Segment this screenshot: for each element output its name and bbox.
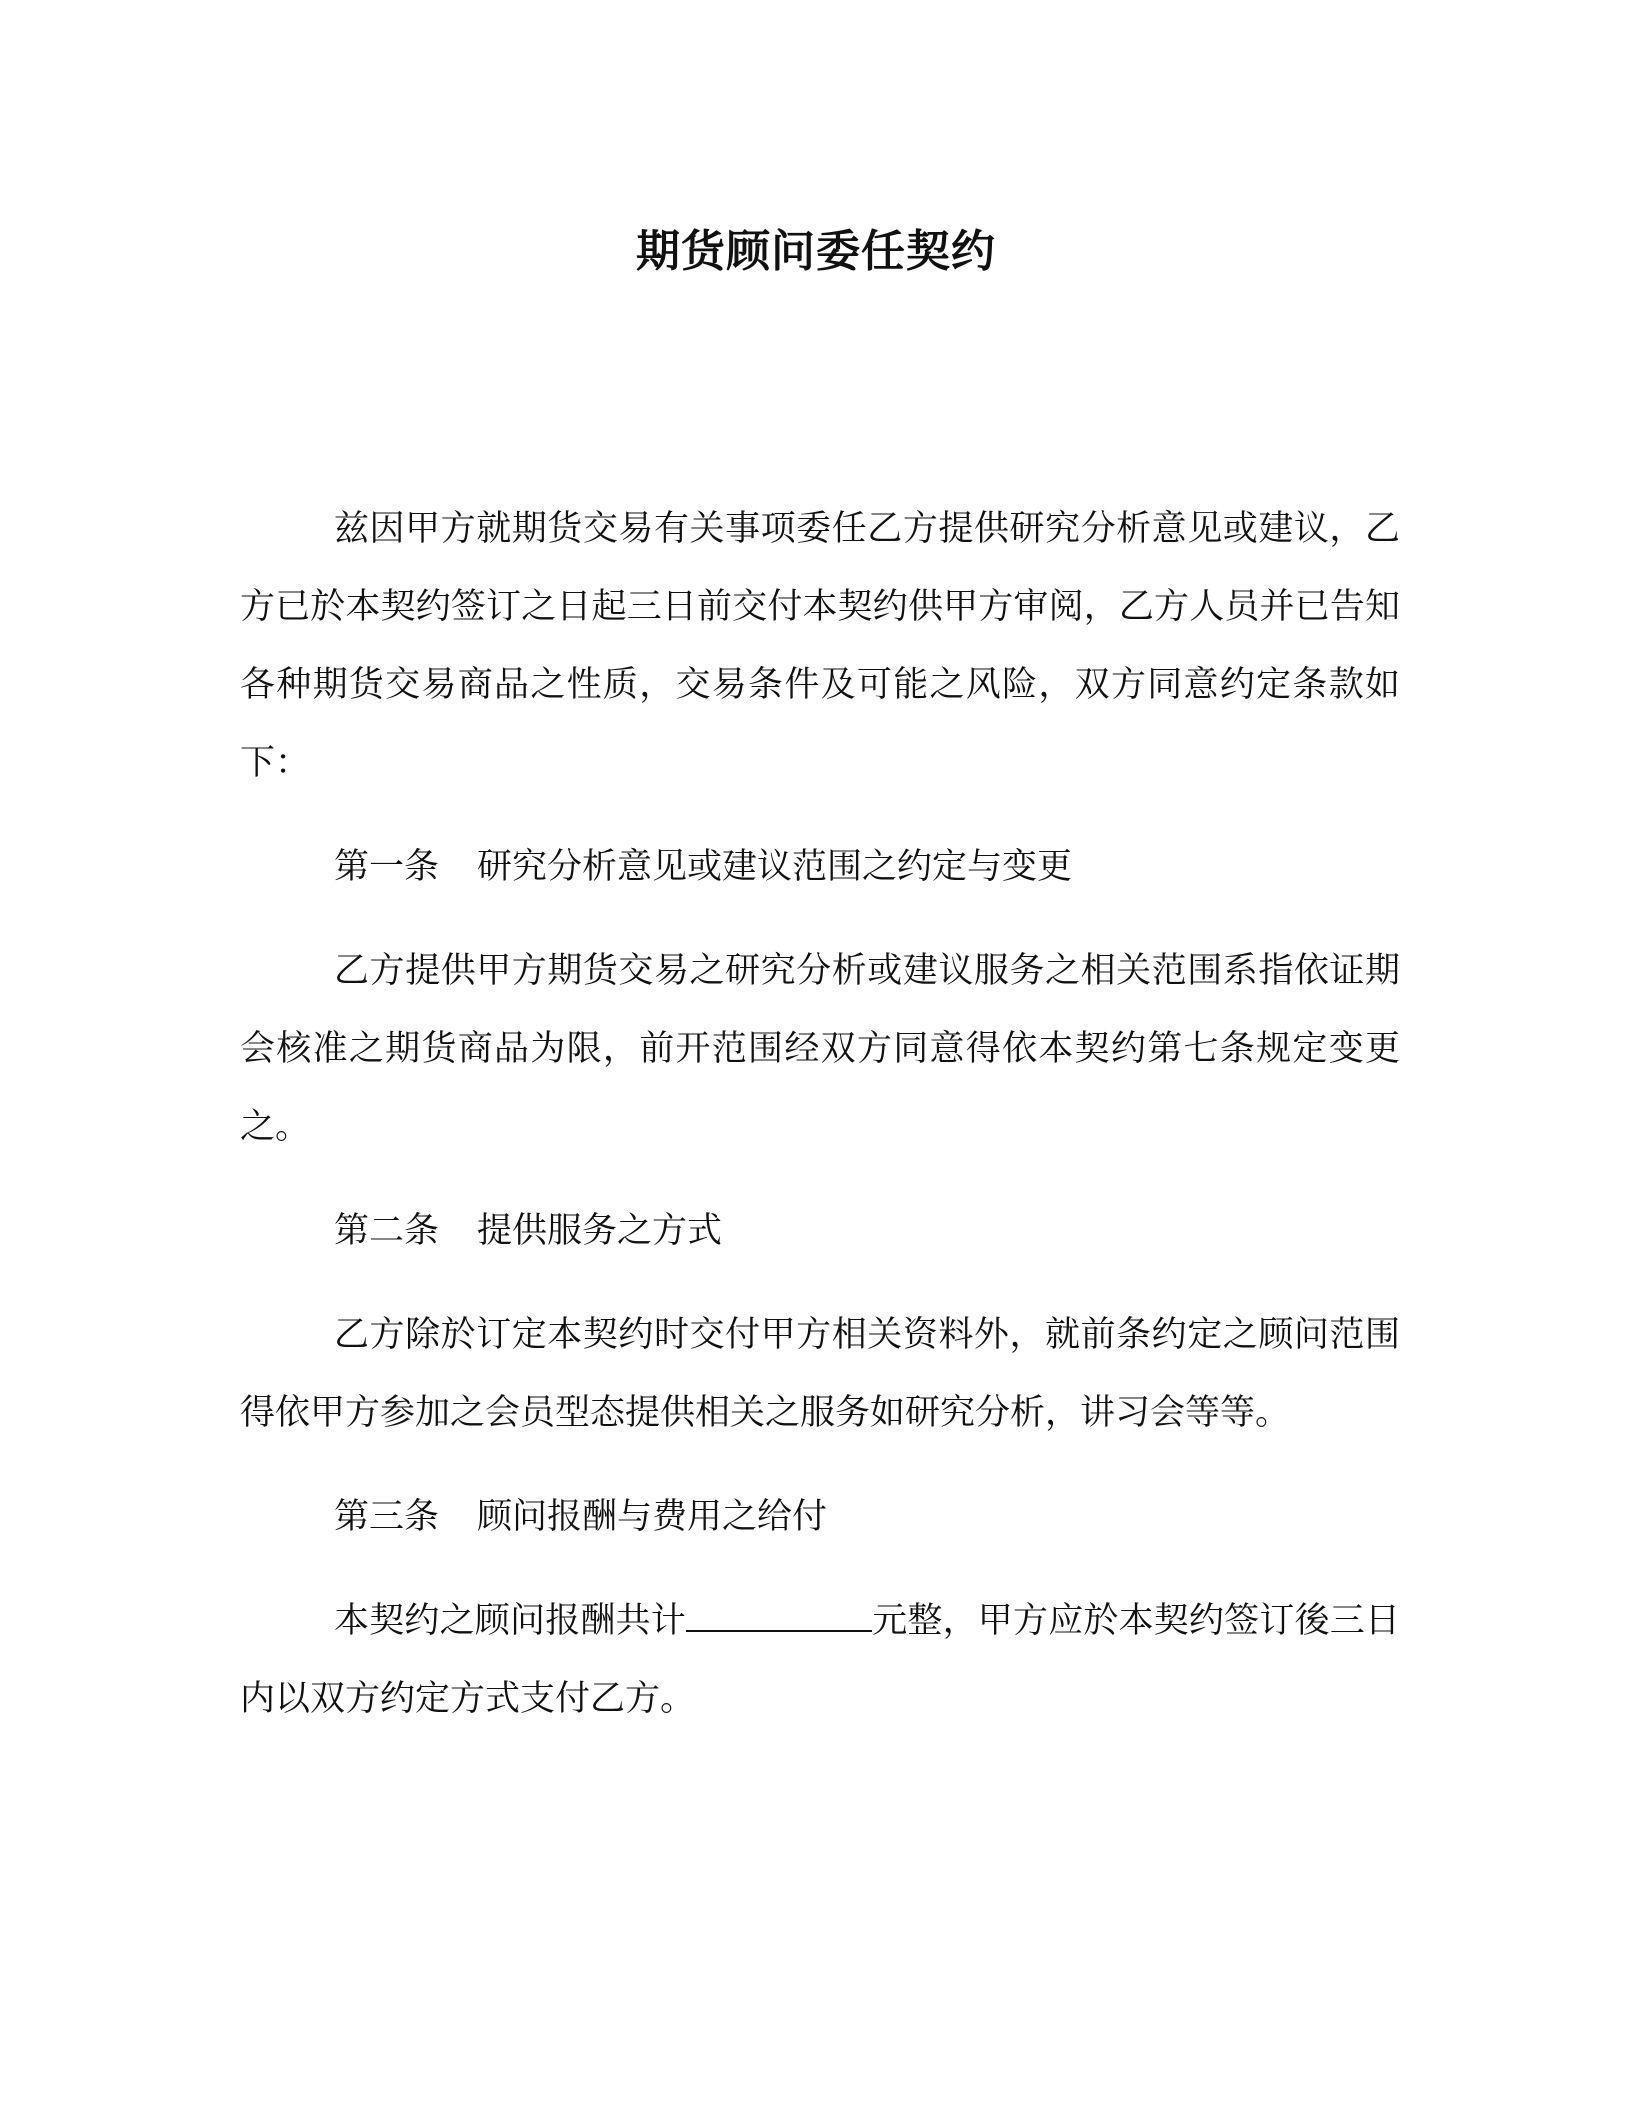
article-title: 研究分析意见或建议范围之约定与变更 <box>477 847 1073 887</box>
article-title: 顾问报酬与费用之给付 <box>477 1497 828 1537</box>
document-body <box>240 490 1400 1764</box>
fee-amount-blank <box>686 1600 872 1632</box>
article-3-text-before: 本契约之顾问报酬共计 <box>334 1601 686 1641</box>
article-number: 第二条 <box>334 1211 440 1251</box>
article-2-heading <box>240 1192 1400 1270</box>
article-3-heading <box>240 1478 1400 1556</box>
article-number: 第一条 <box>334 847 440 887</box>
article-3-text-after: 元整，甲方应於本契约签订後三日内以双方约定方式支付乙方。 <box>240 1601 1400 1719</box>
article-2-text: 乙方除於订定本契约时交付甲方相关资料外，就前条约定之顾问范围得依甲方参加之会员型态提供相关之服务如研究分析，讲习会等等。 <box>240 1315 1400 1433</box>
article-title: 提供服务之方式 <box>477 1211 723 1251</box>
preamble-paragraph: 兹因甲方就期货交易有关事项委任乙方提供研究分析意见或建议，乙方已於本契约签订之日起三日前交付本契约供甲方审阅，乙方人员并已告知各种期货交易商品之性质，交易条件及可能之风险，双方同意约定条款如下： <box>240 509 1400 783</box>
article-3-text <box>240 1582 1400 1738</box>
document-title: 期货顾问委任契约 <box>636 226 996 277</box>
article-1-text: 乙方提供甲方期货交易之研究分析或建议服务之相关范围系指依证期会核准之期货商品为限，前开范围经双方同意得依本契约第七条规定变更之。 <box>240 951 1400 1147</box>
article-number: 第三条 <box>334 1497 440 1537</box>
article-1-heading <box>240 828 1400 906</box>
